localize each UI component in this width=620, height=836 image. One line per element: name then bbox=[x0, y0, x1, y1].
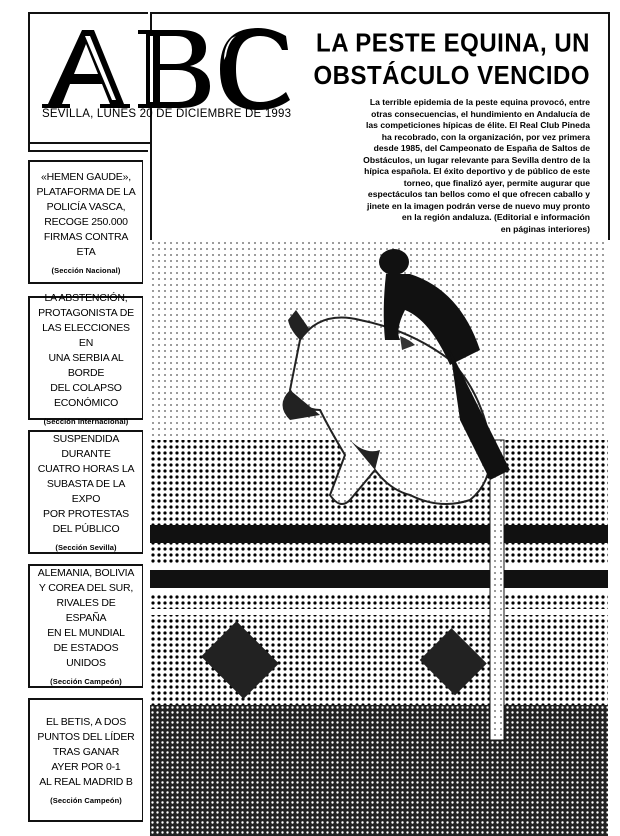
teaser-line: TRAS GANAR bbox=[52, 746, 120, 758]
body-line: hípica española. El éxito deportivo y de público de este bbox=[364, 166, 590, 176]
jump-rails bbox=[150, 525, 608, 609]
body-line: jinete en la imagen podrán verse de nuevo muy pronto bbox=[366, 200, 590, 211]
teaser-headline bbox=[31, 715, 140, 790]
lead-headline bbox=[300, 28, 590, 93]
teaser-headline bbox=[30, 566, 142, 671]
teaser-box-nacional[interactable] bbox=[28, 160, 143, 284]
body-line: desde 1985, del Campeonato de España de Saltos de bbox=[373, 143, 590, 153]
teaser-box-campeon-mundial[interactable] bbox=[28, 564, 143, 688]
teaser-box-campeon-betis[interactable] bbox=[28, 698, 143, 822]
teaser-line: AL REAL MADRID B bbox=[39, 776, 133, 788]
top-rule bbox=[150, 12, 610, 14]
teaser-line: PROTAGONISTA DE bbox=[38, 306, 134, 319]
logo-letter-b bbox=[138, 30, 210, 108]
teaser-line: POLICÍA VASCA, bbox=[46, 200, 126, 213]
teaser-line: SUBASTA DE LA EXPO bbox=[46, 478, 126, 505]
teaser-line: LA ABSTENCIÓN, bbox=[44, 291, 128, 304]
teaser-line: RECOGE 250.000 bbox=[44, 215, 128, 228]
teaser-line: DE ESTADOS UNIDOS bbox=[53, 642, 119, 669]
body-line: las competiciones hípicas de élite. El Real Club Pineda bbox=[366, 120, 590, 130]
teaser-line: UNA SERBIA AL BORDE bbox=[48, 351, 124, 379]
teaser-box-sevilla[interactable] bbox=[28, 430, 143, 554]
teaser-line: LAS ELECCIONES EN bbox=[42, 321, 130, 349]
logo-letter-c bbox=[220, 28, 290, 110]
teaser-line: PUNTOS DEL LÍDER bbox=[37, 731, 135, 743]
teaser-section-label: (Sección Nacional) bbox=[51, 265, 121, 275]
teaser-section-label: (Sección Campeón) bbox=[50, 677, 122, 686]
teaser-headline bbox=[30, 170, 142, 260]
teaser-line: RIVALES DE ESPAÑA bbox=[56, 597, 116, 624]
lead-photo-show-jumping bbox=[150, 240, 608, 836]
body-line: La terrible epidemia de la peste equina provocó, entre bbox=[369, 97, 590, 107]
body-line: Obstáculos, un lugar relevante para Sevilla dentro de la bbox=[363, 154, 590, 165]
lead-body bbox=[332, 97, 590, 235]
right-rule bbox=[608, 12, 610, 240]
body-line: en la región andaluza. (Editorial e información bbox=[401, 212, 590, 222]
teaser-box-internacional[interactable] bbox=[28, 291, 143, 426]
teaser-headline bbox=[30, 291, 142, 411]
teaser-section-label: (Sección Sevilla) bbox=[55, 543, 117, 552]
teaser-line: POR PROTESTAS bbox=[43, 508, 129, 520]
teaser-line: ALEMANIA, BOLIVIA bbox=[37, 567, 135, 579]
teaser-headline bbox=[30, 432, 142, 537]
teaser-line: PLATAFORMA DE LA bbox=[36, 185, 136, 198]
body-line: torneo, que finalizó ayer, permite augurar que bbox=[403, 177, 590, 188]
logo-letter-a bbox=[42, 30, 130, 108]
body-line: ha recobrado, con la organización, por vez primera bbox=[381, 131, 590, 142]
body-line: espectáculos tan bellos como el que ofrecen caballo y bbox=[367, 189, 590, 199]
teaser-line: EL BETIS, A DOS bbox=[45, 716, 127, 728]
teaser-line: EN EL MUNDIAL bbox=[47, 627, 125, 639]
teaser-line: AYER POR 0-1 bbox=[51, 761, 121, 773]
body-line: otras consecuencias, el hundimiento en Andalucía de bbox=[371, 108, 590, 119]
teaser-line: SUSPENDIDA DURANTE bbox=[52, 433, 120, 460]
headline-line-1: LA PESTE EQUINA, UN bbox=[316, 28, 590, 58]
teaser-line: Y COREA DEL SUR, bbox=[38, 582, 134, 594]
jump-standard bbox=[490, 440, 504, 740]
teaser-line: FIRMAS CONTRA ETA bbox=[43, 230, 129, 258]
teaser-line: «HEMEN GAUDE», bbox=[41, 170, 131, 183]
teaser-line: DEL COLAPSO ECONÓMICO bbox=[50, 381, 122, 409]
headline-line-2: OBSTÁCULO VENCIDO bbox=[313, 61, 590, 91]
teaser-line: CUATRO HORAS LA bbox=[37, 463, 135, 475]
photo-ground bbox=[150, 700, 608, 836]
dateline: SEVILLA, LUNES 20 DE DICIEMBRE DE 1993 bbox=[42, 108, 292, 120]
body-line: en páginas interiores) bbox=[500, 223, 590, 234]
teaser-line: DEL PÚBLICO bbox=[52, 523, 120, 535]
teaser-section-label: (Sección Campeón) bbox=[50, 796, 122, 805]
teaser-section-label: (Sección Internacional) bbox=[43, 416, 129, 426]
